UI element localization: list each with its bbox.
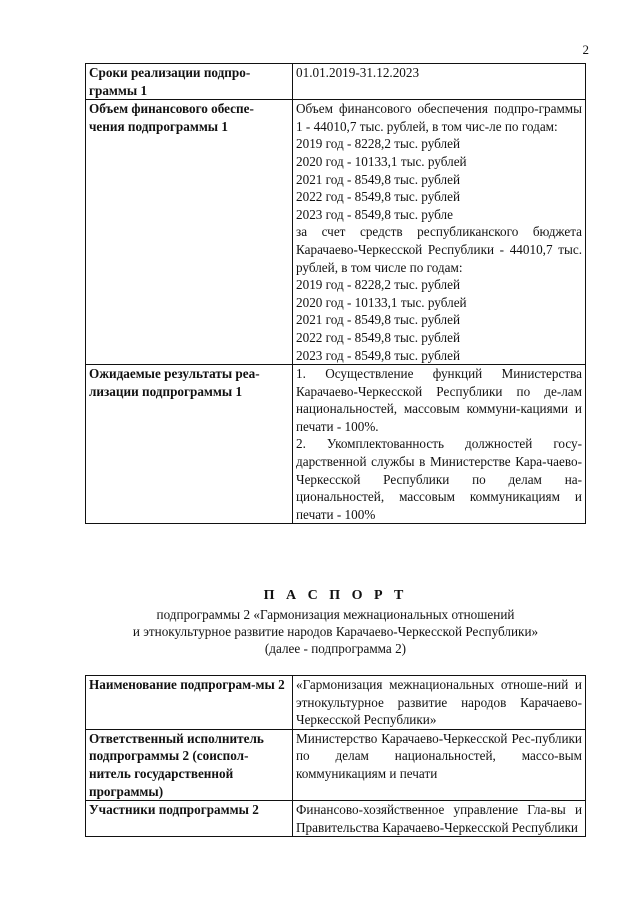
row-label-responsible-executor: Ответственный исполнитель подпрограммы 2 (соиспол-нитель государственной программы) (86, 729, 293, 800)
value-line: 2022 год - 8549,8 тыс. рублей (296, 189, 461, 205)
row-value-financing-volume (293, 100, 586, 365)
row-label-subprogram-name: Наименование подпрограм-мы 2 (86, 676, 293, 730)
table-row (86, 676, 586, 730)
value-line: 2020 год - 10133,1 тыс. рублей (296, 153, 467, 169)
subprogram-1-passport-table (85, 63, 586, 524)
passport-subtitle-line: и этнокультурное развитие народов Карачаево-Черкесской Республики» (132, 624, 539, 639)
value-line: 01.01.2019-31.12.2023 (296, 65, 420, 80)
row-value-subprogram-name (293, 676, 586, 730)
value-line: за счет средств республиканского бюджета Карачаево-Черкесской Республики - 44010,7 тыс. рублей, в том числе по годам: (296, 224, 582, 275)
row-label-implementation-period: Сроки реализации подпро-граммы 1 (86, 64, 293, 100)
page-number: 2 (582, 42, 589, 57)
value-line: Финансово-хозяйственное управление Гла-вы и Правительства Карачаево-Черкесской Республики (296, 802, 582, 835)
row-label-financing-volume: Объем финансового обеспе-чения подпрограммы 1 (86, 100, 293, 365)
row-value-participants (293, 801, 586, 837)
passport-heading (85, 587, 586, 657)
row-value-responsible-executor (293, 729, 586, 800)
passport-subtitle-line: (далее - подпрограмма 2) (264, 641, 407, 656)
value-line: 2023 год - 8549,8 тыс. рубле (296, 206, 453, 222)
table-row (86, 801, 586, 837)
row-label-participants: Участники подпрограммы 2 (86, 801, 293, 837)
value-line: Министерство Карачаево-Черкесской Рес-публики по делам национальностей, массо-вым коммуникациям и печати (296, 730, 582, 781)
value-line: Объем финансового обеспечения подпро-граммы 1 - 44010,7 тыс. рублей, в том чис-ле по годам: (296, 101, 582, 134)
row-label-expected-results: Ожидаемые результаты реа-лизации подпрограммы 1 (86, 365, 293, 524)
value-line: 2021 год - 8549,8 тыс. рублей (296, 171, 461, 187)
value-line: «Гармонизация межнациональных отноше-ний и этнокультурное развитие народов Карачаево-Черкесской Республики» (296, 677, 582, 728)
passport-title: П А С П О Р Т (263, 588, 408, 603)
row-value-expected-results (293, 365, 586, 524)
subprogram-2-passport-table (85, 675, 586, 837)
value-line: 2021 год - 8549,8 тыс. рублей (296, 312, 461, 328)
value-line: 2019 год - 8228,2 тыс. рублей (296, 277, 461, 293)
passport-subtitle-line: подпрограммы 2 «Гармонизация межнациональных отношений (156, 607, 515, 622)
value-line: 2019 год - 8228,2 тыс. рублей (296, 136, 461, 152)
table-row (86, 365, 586, 524)
row-value-implementation-period (293, 64, 586, 100)
table-row (86, 100, 586, 365)
value-line: 1. Осуществление функций Министерства Карачаево-Черкесской Республики по де-лам национальностей, массовым коммуни-кациями и печати - 100%. (296, 366, 582, 434)
table-row (86, 64, 586, 100)
value-line: 2022 год - 8549,8 тыс. рублей (296, 329, 461, 345)
value-line: 2020 год - 10133,1 тыс. рублей (296, 294, 467, 310)
table-row (86, 729, 586, 800)
value-line: 2. Укомплектованность должностей госу-дарственной службы в Министерстве Кара-чаево-Черкесской Республики по делам на-циональностей, массовым коммуникациям и печати - 100% (296, 436, 582, 522)
value-line: 2023 год - 8549,8 тыс. рублей (296, 347, 461, 363)
